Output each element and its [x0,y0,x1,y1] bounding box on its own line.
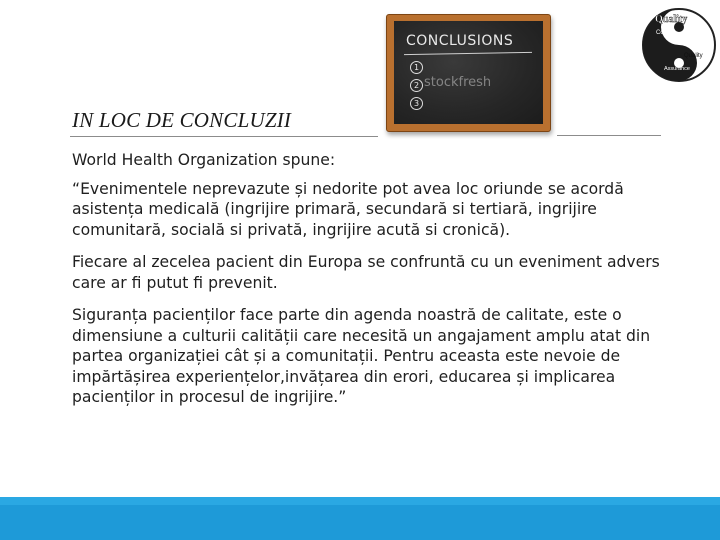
paragraph-1: “Evenimentele neprevazute și nedorite pot avea loc oriunde se acordă asistența medicală (ingrijire primară, secundară si tertiară, ingrijire comunitară, socială si privată, ingrijire acută si cronică). [72,179,624,239]
chalkboard-heading: CONCLUSIONS [406,33,514,49]
footer-bar-highlight [0,497,720,505]
intro-line: World Health Organization spune: [72,151,336,169]
svg-text:Assurance: Assurance [664,66,690,72]
paragraph-3: Siguranța pacienților face parte din agenda noastră de calitate, este o dimensiune a culturii calității care necesită un angajament amplu atat din partea organizației cât și a comunitații. Pentru aceasta este nevoie de impărtășirea experiențelor,invățarea din erori, educarea și implicarea pacienților in procesul de ingrijire.” [72,306,651,406]
chalkboard-surface [394,21,543,124]
svg-text:Control: Control [656,30,676,36]
title-divider-left [70,136,378,137]
chalk-number-2: 2 [410,79,423,92]
stockfresh-watermark: stockfresh [424,75,492,90]
quality-logo [640,4,718,86]
slide-title: IN LOC DE CONCLUZII [72,108,292,132]
chalk-number-3: 3 [410,97,423,110]
svg-text:Quality: Quality [655,14,688,25]
title-divider-right [557,135,661,136]
paragraph-2: Fiecare al zecelea pacient din Europa se confruntă cu un eveniment advers care ar fi putut fi prevenit. [72,253,660,292]
chalk-number-1: 1 [410,61,423,74]
chalkboard-image [386,14,551,132]
chalkboard-underline [404,52,532,55]
svg-text:Quality: Quality [684,53,703,59]
slide-body [72,150,672,420]
